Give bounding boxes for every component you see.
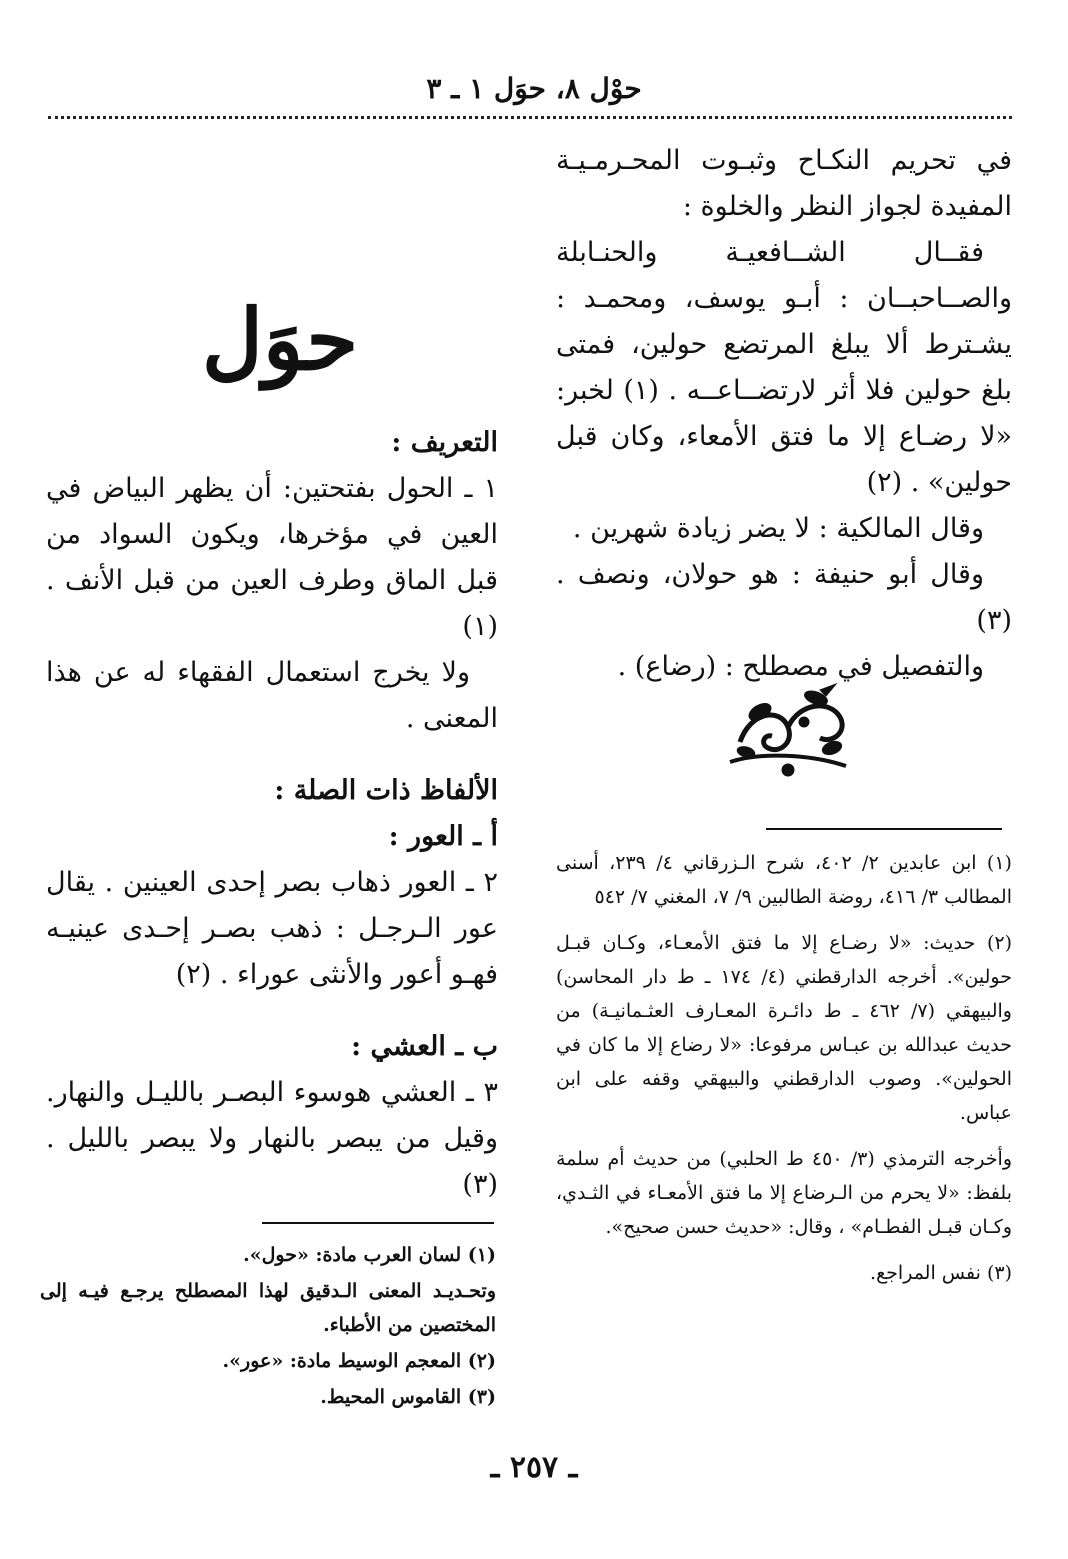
section-gap: [46, 998, 498, 1024]
related-term-b-heading: ب ـ العشي :: [351, 1031, 498, 1062]
right-footnote-2-continued: وأخرجه الترمذي (٣/ ٤٥٠ ط الحلبي) من حديث أم سلمة بلفظ: «لا يحرم من الـرضاع إلا ما فتق الأمعـاء في الثـدي، وكـان قبـل الفطـام» ، وقال: «حديث حسن صحيح».: [556, 1148, 1012, 1238]
running-header: حوْل ٨، حوَل ١ ـ ٣: [426, 72, 642, 105]
right-paragraph-3: وقال المالكية : لا يضر زيادة شهرين .: [572, 513, 984, 544]
right-paragraph-4: وقال أبو حنيفة : هو حولان، ونصف . (٣): [556, 559, 1012, 636]
left-footnote-1: (١) لسان العرب مادة: «حول».: [243, 1244, 496, 1266]
left-footnote-rule: [262, 1222, 494, 1224]
left-footnote-1-continued: وتحـديـد المعنى الـدقيق لهذا المصطلح يرجـع فيـه إلى المختصين من الأطباء.: [40, 1280, 496, 1336]
section-gap: [46, 742, 498, 768]
right-paragraph-2: فقــال الشــافعيـة والحنـابلة والصــاحبــان : أبـو يوسف، ومحمـد : يشـترط ألا يبلغ المرتضع حولين، فمتى بلغ حولين فلا أثر لارتضــاعــه . (١) لخبر: «لا رضـاع إلا ما فتق الأمعاء، وكان قبل حولين» . (٢): [556, 237, 1012, 498]
right-footnote-3: (٣) نفس المراجع.: [870, 1262, 1012, 1284]
usage-paragraph: ولا يخرج استعمال الفقهاء له عن هذا المعنى .: [46, 657, 498, 734]
definition-heading: التعريف :: [391, 427, 498, 458]
right-paragraph-1: في تحريم النكـاح وثبـوت المحـرمـيـة المفيدة لجواز النظر والخلوة :: [556, 145, 1012, 222]
right-footnotes: [556, 846, 1012, 1302]
related-term-a-paragraph: ٢ ـ العور ذهاب بصر إحدى العينين . يقال عور الـرجـل : ذهب بصـر إحـدى عينيـه فهـو أعور والأنثى عوراء . (٢): [46, 867, 498, 990]
right-paragraph-5: والتفصيل في مصطلح : (رضاع) .: [617, 651, 984, 682]
floral-ornament-icon: [720, 682, 856, 780]
right-footnote-2: (٢) حديث: «لا رضـاع إلا ما فتق الأمعـاء، وكـان قبـل حولين». أخرجه الدارقطني (٤/ ١٧٤ ـ ط دار المحاسن) والبيهقي (٧/ ٤٦٢ ـ ط دائـرة المعـارف العثـمانيـة) من حديث عبدالله بن عبـاس مرفوعا: «لا رضاع إلا ما كان في الحولين». وصوب الدارقطني والبيهقي وقفه على ابن عباس.: [556, 932, 1012, 1124]
left-footnotes: [40, 1238, 496, 1416]
right-column: [556, 138, 1012, 690]
definition-paragraph: ١ ـ الحول بفتحتين: أن يظهر البياض في العين في مؤخرها، ويكون السواد من قبل الماق وطرف العين من قبل الأنف . (١): [46, 473, 498, 642]
related-terms-heading: الألفاظ ذات الصلة :: [274, 775, 498, 806]
right-footnote-1: (١) ابن عابدين ٢/ ٤٠٢، شرح الـزرقاني ٤/ ٢٣٩، أسنى المطالب ٣/ ٤١٦، روضة الطالبين ٩/ ٧، المغني ٧/ ٥٤٢: [556, 852, 1012, 908]
related-term-b-paragraph: ٣ ـ العشي هوسوء البصـر بالليـل والنهار. وقيل من يبصر بالنهار ولا يبصر بالليل . (٣): [46, 1077, 498, 1200]
related-term-a-heading: أ ـ العور :: [388, 821, 498, 852]
right-footnote-rule: [766, 828, 1002, 830]
left-footnote-3: (٣) القاموس المحيط.: [320, 1386, 496, 1408]
header-dotted-rule: [48, 116, 1012, 119]
page-number: ـ ٢٥٧ ـ: [490, 1450, 578, 1485]
entry-title: حوَل: [201, 290, 359, 389]
left-column: [46, 420, 498, 1208]
left-footnote-2: (٢) المعجم الوسيط مادة: «عور».: [222, 1350, 496, 1372]
